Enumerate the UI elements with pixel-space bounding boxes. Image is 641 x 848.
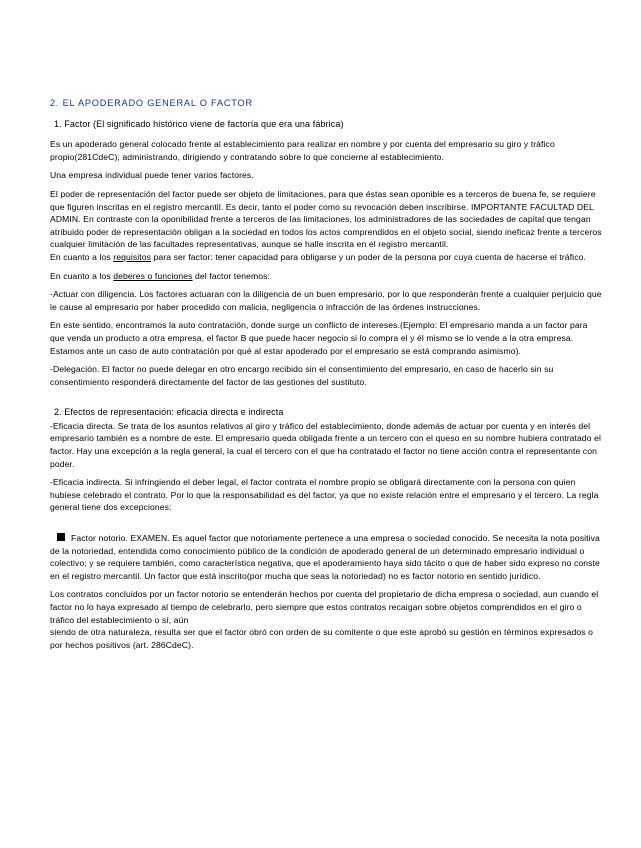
square-bullet-icon — [57, 533, 65, 541]
paragraph: siendo de otra naturaleza, resulta ser que el factor obró con orden de su comitente o que este aprobó su gestión en términos expresados o por hechos positivos (art. 286CdeC). — [50, 627, 594, 650]
paragraph: -Delegación. El factor no puede delegar en otro encargo recibido sin el consentimiento del empresario, en caso de hacerlo sin su consentimiento responderá directamente del factor de las gestiones del sustituto. — [50, 364, 554, 387]
section-heading-efectos: 2. Efectos de representación: eficacia directa e indirecta — [54, 407, 284, 418]
paragraph: Una empresa individual puede tener varios factores. — [50, 170, 254, 181]
paragraph: Los contratos concluidos por un factor notorio se entenderán hechos por cuenta del propietario de dicha empresa o sociedad, aun cuando el factor no lo haya expresado al tiempo de celebrarlo, pero siempre que estos contratos recaigan sobre objetos comprendidos en el giro o tráfico del establecimiento o sí, aún — [50, 589, 599, 625]
paragraph-requisitos: En cuanto a los requisitos para ser factor: tener capacidad para obligarse y un poder de la persona por cuya cuenta de hacerse el tráfico. — [50, 251, 586, 262]
deberes-link[interactable]: deberes o funciones — [113, 270, 193, 281]
paragraph: -Eficacia indirecta. Si infringiendo el deber legal, el factor contrata el nombre propio se obligará directamente con la persona con quien hubiese celebrado el contrato. Por lo que la responsabilidad es del factor, ya que no existe relación entre el empresario y el tercero. La regla general tiene dos excepciones: — [50, 477, 599, 513]
paragraph: -Actuar con diligencia. Los factores actuaran con la diligencia de un buen empresario, por lo que responderán frente a cualquier perjuicio que le cause al empresario por haber procedido con malicia, negligencia o infracción de las órdenes instrucciones. — [50, 289, 602, 312]
paragraph: El poder de representación del factor puede ser objeto de limitaciones, para que éstas sean oponible es a terceros de buena fe, se requiere que figuren inscritas en el registro mercantil. Es decir, tanto el poder como su revocación deben inscribirse. IMPORTANTE FACULTAD DEL ADMIN. En contraste con la oponibilidad frente a terceros de las limitaciones, los administradores de las sociedades de capital que tengan atribuido poder de representación obligan a la sociedad en todos los actos comprendidos en el objeto social, siendo ineficaz frente a terceros cualquier limitación de las facultades representativas, aunque se halle inscrita en el registro mercantil. — [50, 188, 602, 250]
paragraph-deberes: En cuanto a los deberes o funciones del factor tenemos: — [50, 270, 271, 281]
section-heading-factor: 1. Factor (El significado histórico viene de factoría que era una fábrica) — [54, 118, 344, 129]
paragraph-factor-notorio: Factor notorio. EXAMEN. Es aquel factor que notoriamente pertenece a una empresa o sociedad conocido. Se necesita la nota positiva de la notoriedad, entendida como conocimiento público de la condición de apoderado general de un determinado empresario individual o colectivo; y se requiere también, como característica negativa, que el apoderamiento haya sido tácito o que de haber sido expreso no conste en el registro mercantil. Un factor que está inscrito(por mucha que seas la notoriedad) no es factor notorio en sentido jurídico. — [50, 533, 600, 581]
page-title: 2. EL APODERADO GENERAL O FACTOR — [50, 98, 253, 108]
paragraph: En este sentido, encontramos la auto contratación, donde surge un conflicto de intereses.(Ejemplo: El empresario manda a un factor para que venda un producto a otra empresa, el factor B que puede hacer negocio si lo compra el y él mismo se lo vende a la otra empresa. Estamos ante un caso de auto contratación por qué al estar apoderado por el empresario se está comprando asimismo). — [50, 320, 588, 356]
requisitos-link[interactable]: requisitos — [113, 251, 152, 262]
paragraph: Es un apoderado general colocado frente al establecimiento para realizar en nombre y por cuenta del empresario su giro y tráfico propio(281CdeC), administrando, dirigiendo y contratando sobre lo que concierne al establecimiento. — [50, 139, 555, 162]
paragraph: -Eficacia directa. Se trata de los asuntos relativos al giro y tráfico del establecimiento, donde además de actuar por cuenta y en interés del empresario también es a nombre de este. El empresario queda obligada frente a un tercero con el queso en su nombre hubiera contratado el factor. Hay una excepción a la regla general, la cual el tercero con el que ha contratado el factor no tiene acción contra el representante con poder. — [50, 420, 602, 469]
